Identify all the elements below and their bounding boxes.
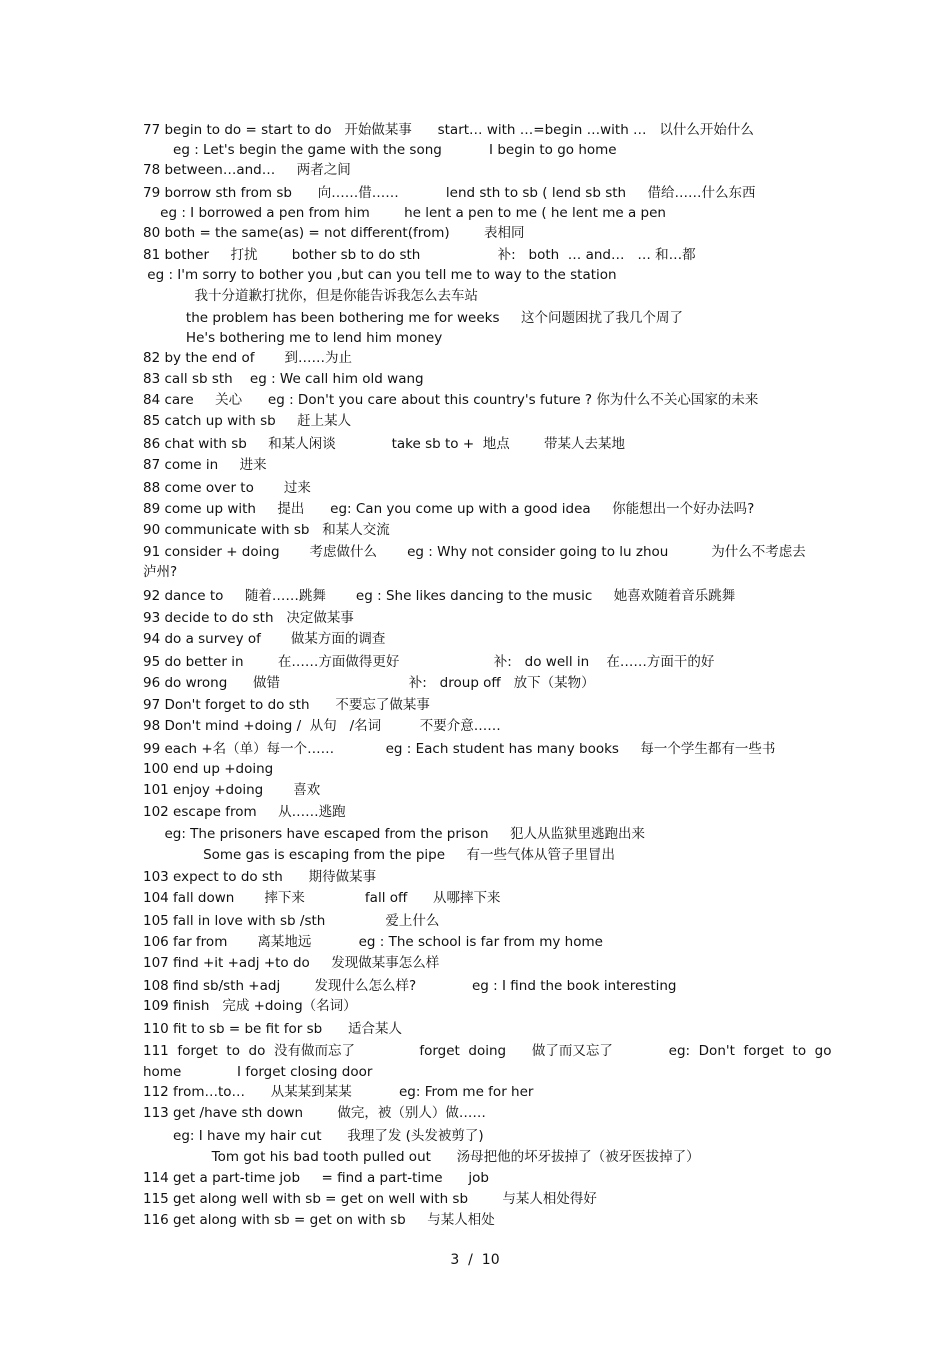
text-line: 96 do wrong 做错 补: droup off 放下（某物）: [143, 675, 595, 691]
text-line: 90 communicate with sb 和某人交流: [143, 522, 390, 538]
text-line: 78 between…and… 两者之间: [143, 162, 351, 178]
text-line: Some gas is escaping from the pipe 有一些气体从管子里冒出: [143, 847, 615, 863]
text-line: eg : I'm sorry to bother you ,but can you tell me to way to the station: [143, 267, 617, 283]
text-line: 104 fall down 摔下来 fall off 从哪摔下来: [143, 890, 501, 906]
text-line: 98 Don't mind +doing / 从句 /名词 不要介意……: [143, 718, 501, 734]
text-line: 84 care 关心 eg : Don't you care about this country's future ? 你为什么不关心国家的未来: [143, 392, 759, 408]
text-line: 79 borrow sth from sb 向……借…… lend sth to sb ( lend sb sth 借给……什么东西: [143, 185, 756, 201]
page-number: 3 / 10: [450, 1252, 500, 1268]
text-line: 103 expect to do sth 期待做某事: [143, 869, 377, 885]
text-line: 86 chat with sb 和某人闲谈 take sb to + 地点 带某人去某地: [143, 436, 626, 452]
text-line: 111 forget to do 没有做而忘了 forget doing 做了而又忘了 eg: Don't forget to go: [143, 1043, 832, 1059]
text-line: 112 from…to… 从某某到某某 eg: From me for her: [143, 1084, 534, 1100]
text-line: 88 come over to 过来: [143, 480, 311, 496]
text-line: 泸州?: [143, 564, 178, 580]
text-line: 110 fit to sb = be fit for sb 适合某人: [143, 1021, 402, 1037]
text-line: 81 bother 打扰 bother sb to do sth 补: both … and… … 和…都: [143, 247, 696, 263]
text-line: 99 each +名（单）每一个…… eg : Each student has many books 每一个学生都有一些书: [143, 741, 776, 757]
text-line: Tom got his bad tooth pulled out 汤母把他的坏牙拔掉了（被牙医拔掉了）: [143, 1149, 700, 1165]
text-line: 82 by the end of 到……为止: [143, 350, 353, 366]
text-line: 80 both = the same(as) = not different(from) 表相同: [143, 225, 525, 241]
text-line: 114 get a part-time job = find a part-time job: [143, 1170, 489, 1186]
text-line: 92 dance to 随着……跳舞 eg : She likes dancing to the music 她喜欢随着音乐跳舞: [143, 588, 736, 604]
text-line: 85 catch up with sb 赶上某人: [143, 413, 352, 429]
text-line: 100 end up +doing: [143, 761, 274, 777]
text-line: 95 do better in 在……方面做得更好 补: do well in 在……方面干的好: [143, 654, 715, 670]
text-line: 108 find sb/sth +adj 发现什么怎么样? eg : I find the book interesting: [143, 978, 677, 994]
text-line: 87 come in 进来: [143, 457, 267, 473]
text-line: 89 come up with 提出 eg: Can you come up with a good idea 你能想出一个好办法吗?: [143, 501, 755, 517]
text-line: 77 begin to do = start to do 开始做某事 start… with …=begin …with … 以什么开始什么: [143, 122, 754, 138]
text-line: 94 do a survey of 做某方面的调查: [143, 631, 386, 647]
text-line: 109 finish 完成 +doing（名词）: [143, 998, 357, 1014]
text-line: eg: I have my hair cut 我理了发 (头发被剪了): [143, 1128, 484, 1144]
text-line: 105 fall in love with sb /sth 爱上什么: [143, 913, 440, 929]
text-line: 93 decide to do sth 决定做某事: [143, 610, 354, 626]
text-line: 116 get along with sb = get on with sb 与某人相处: [143, 1212, 495, 1228]
text-line: eg : I borrowed a pen from him he lent a pen to me ( he lent me a pen: [143, 205, 666, 221]
text-line: 101 enjoy +doing 喜欢: [143, 782, 321, 798]
text-line: 113 get /have sth down 做完，被（别人）做……: [143, 1105, 486, 1121]
text-line: the problem has been bothering me for weeks 这个问题困扰了我几个周了: [143, 310, 683, 326]
text-line: 115 get along well with sb = get on well with sb 与某人相处得好: [143, 1191, 597, 1207]
text-line: eg : Let's begin the game with the song I begin to go home: [143, 142, 617, 158]
text-line: 106 far from 离某地远 eg : The school is far from my home: [143, 934, 603, 950]
text-line: 91 consider + doing 考虑做什么 eg : Why not consider going to lu zhou 为什么不考虑去: [143, 544, 806, 560]
text-line: 102 escape from 从……逃跑: [143, 804, 346, 820]
text-line: He's bothering me to lend him money: [143, 330, 443, 346]
text-line: eg: The prisoners have escaped from the prison 犯人从监狱里逃跑出来: [143, 826, 645, 842]
text-line: 107 find +it +adj +to do 发现做某事怎么样: [143, 955, 440, 971]
text-line: 97 Don't forget to do sth 不要忘了做某事: [143, 697, 430, 713]
text-line: home I forget closing door: [143, 1064, 373, 1080]
text-line: 我十分道歉打扰你，但是你能告诉我怎么去车站: [143, 288, 478, 304]
text-line: 83 call sb sth eg : We call him old wang: [143, 371, 424, 387]
